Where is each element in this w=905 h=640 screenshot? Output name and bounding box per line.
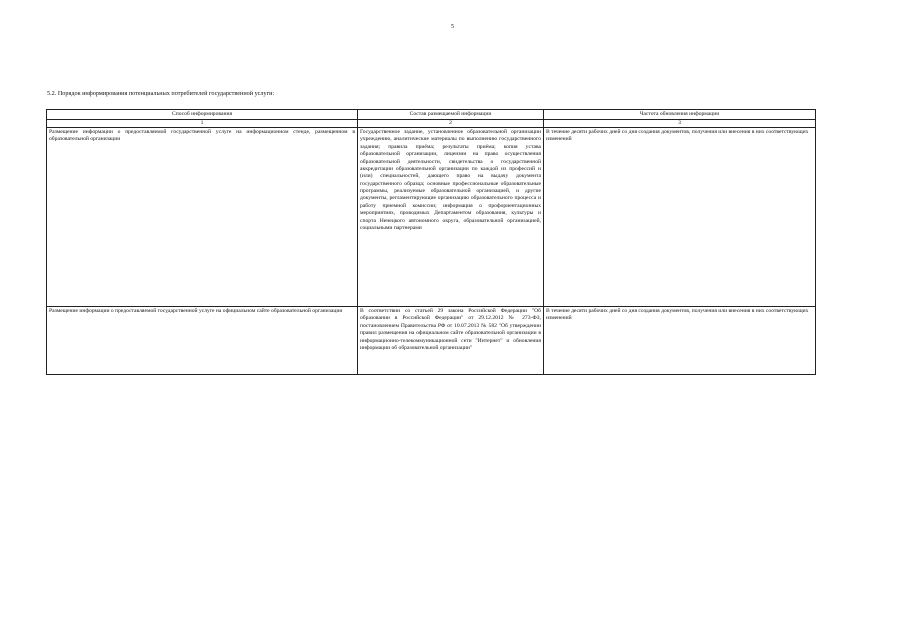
table-row xyxy=(47,128,816,307)
information-table xyxy=(46,109,816,375)
table-header-row xyxy=(47,110,816,120)
method-cell: Размещение информации о предоставляемой государственной услуге на официальном сайте образовательной организации xyxy=(47,307,358,375)
frequency-cell: В течение десяти рабочих дней со дня создания документов, получения или внесения в них соответствующих изменений xyxy=(544,307,816,375)
method-cell: Размещение информации о предоставляемой государственной услуге на информационном стенде, размещенном в образовательной организации xyxy=(47,128,358,307)
section-title: 5.2. Порядок информирования потенциальных потребителей государственной услуги: xyxy=(47,90,275,97)
table-number-row xyxy=(47,120,816,128)
frequency-cell: В течение десяти рабочих дней со дня создания документов, получения или внесения в них соответствующих изменений xyxy=(544,128,816,307)
column-number-1: 1 xyxy=(47,120,358,128)
content-cell: Государственное задание, установленное образовательной организации учреждению, аналитические материалы по выполнению государственного задания; правила приёма; результаты приёма; копия устава образовательной организации, лицензии на право осуществления образовательной деятельности, свидетельства о государственной аккредитации образовательной организации по каждой из профессий и (или) специальностей, дающего право на выдачу документа государственного образца; основные профессиональные образовательные программы, реализуемые образовательной организацией, и другие документы, регламентирующие организацию образовательного процесса и работу приемной комиссии; информация о профориентационных мероприятиях, проводимых Департаментом образования, культуры и спорта Ненецкого автономного округа, образовательной организацией, социальными партнерами xyxy=(358,128,544,307)
column-number-2: 2 xyxy=(358,120,544,128)
page-number: 5 xyxy=(451,24,454,30)
header-frequency: Частота обновления информации xyxy=(544,110,816,120)
table-row xyxy=(47,307,816,375)
header-method: Способ информирования xyxy=(47,110,358,120)
header-content: Состав размещаемой информации xyxy=(358,110,544,120)
column-number-3: 3 xyxy=(544,120,816,128)
content-cell: В соответствии со статьей 29 закона Российской Федерации "Об образовании в Российской Федерации" от 29.12.2012 № 273-ФЗ, постановлением Правительства РФ от 10.07.2013 № 582 "Об утверждении правил размещения на официальном сайте образовательной организации в информационно-телекоммуникационной сети "Интернет" и обновления информации об образовательной организации" xyxy=(358,307,544,375)
